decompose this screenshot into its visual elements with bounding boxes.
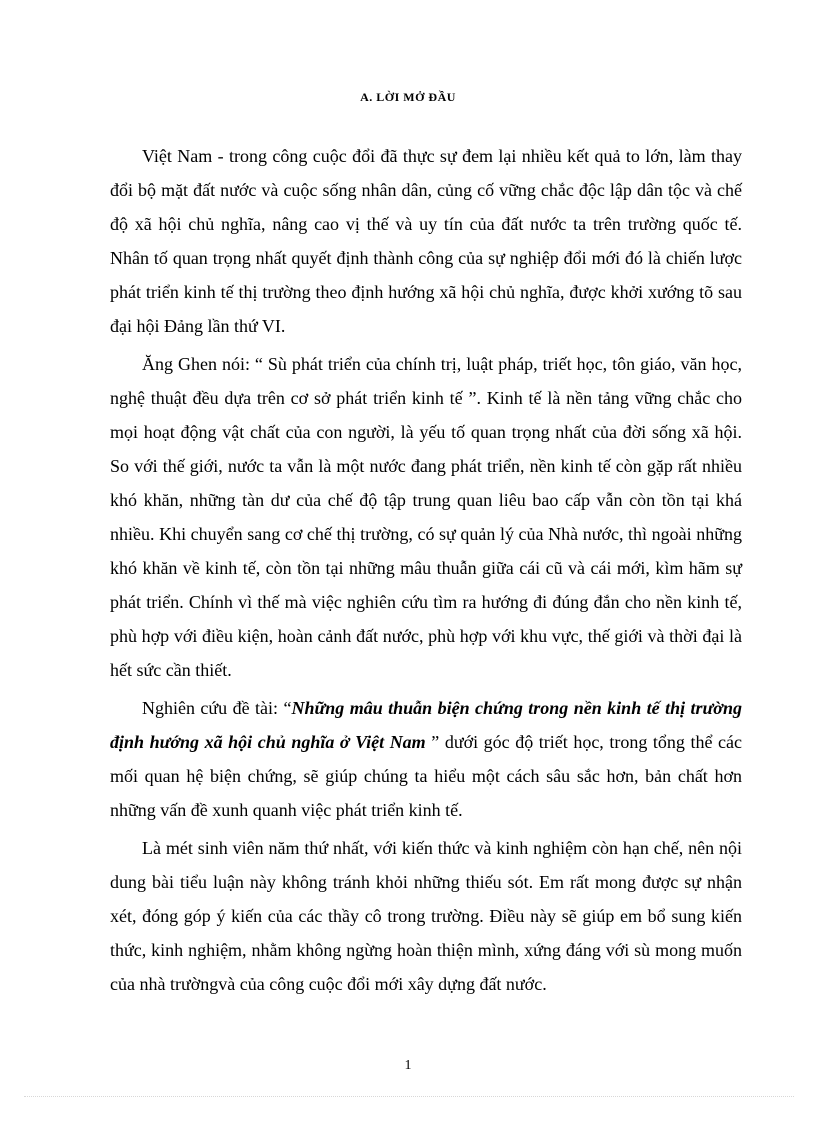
paragraph-research-topic	[110, 691, 742, 827]
paragraph-engels-quote: Ăng Ghen nói: “ Sù phát triển của chính trị, luật pháp, triết học, tôn giáo, văn học, nghệ thuật đều dựa trên cơ sở phát triển kinh tế ”. Kinh tế là nền tảng vững chắc cho mọi hoạt động vật chất của con người, là yếu tố quan trọng nhất của đời sống xã hội. So với thế giới, nước ta vẫn là một nước đang phát triển, nền kinh tế còn gặp rất nhiều khó khăn, những tàn dư của chế độ tập trung quan liêu bao cấp vẫn còn tồn tại khá nhiều. Khi chuyển sang cơ chế thị trường, có sự quản lý của Nhà nước, thì ngoài những khó khăn về kinh tế, còn tồn tại những mâu thuẫn giữa cái cũ và cái mới, kìm hãm sự phát triển. Chính vì thế mà việc nghiên cứu tìm ra hướng đi đúng đắn cho nền kinh tế, phù hợp với điều kiện, hoàn cảnh đất nước, phù hợp với khu vực, thế giới và thời đại là hết sức cần thiết.	[110, 354, 742, 680]
page-number: 1	[404, 1058, 412, 1073]
paragraph-student-note: Là mét sinh viên năm thứ nhất, với kiến thức và kinh nghiệm còn hạn chế, nên nội dung bài tiểu luận này không tránh khỏi những thiếu sót. Em rất mong được sự nhận xét, đóng góp ý kiến của các thầy cô trong trường. Điều này sẽ giúp em bổ sung kiến thức, kinh nghiệm, nhằm không ngừng hoàn thiện mình, xứng đáng với sù mong muốn của nhà trườngvà của công cuộc đổi mới xây dựng đất nước.	[110, 838, 742, 994]
topic-title: Những mâu thuẫn biện chứng trong nền kinh tế thị trường định hướng xã hội chủ nghĩa ở Việt Nam	[110, 698, 742, 752]
topic-continuation: ” dưới góc độ triết học, trong tổng thể các mối quan hệ biện chứng, sẽ giúp chúng ta hiểu một cách sâu sắc hơn, bản chất hơn những vấn đề xunh quanh việc phát triển kinh tế.	[110, 732, 743, 820]
paragraph-intro: Việt Nam - trong công cuộc đổi đã thực sự đem lại nhiều kết quả to lớn, làm thay đổi bộ mặt đất nước và cuộc sống nhân dân, củng cố vững chắc độc lập dân tộc và chế độ xã hội chủ nghĩa, nâng cao vị thế và uy tín của đất nước ta trên trường quốc tế. Nhân tố quan trọng nhất quyết định thành công của sự nghiệp đổi mới đó là chiến lược phát triển kinh tế thị trường theo định hướng xã hội chủ nghĩa, được khởi xướng tõ sau đại hội Đảng lần thứ VI.	[110, 146, 742, 336]
footer-divider	[24, 1096, 794, 1097]
body-text	[110, 139, 742, 1005]
topic-lead-in: Nghiên cứu đề tài: “	[142, 698, 292, 718]
section-heading: A. LỜI MỞ ĐẦU	[360, 90, 456, 104]
